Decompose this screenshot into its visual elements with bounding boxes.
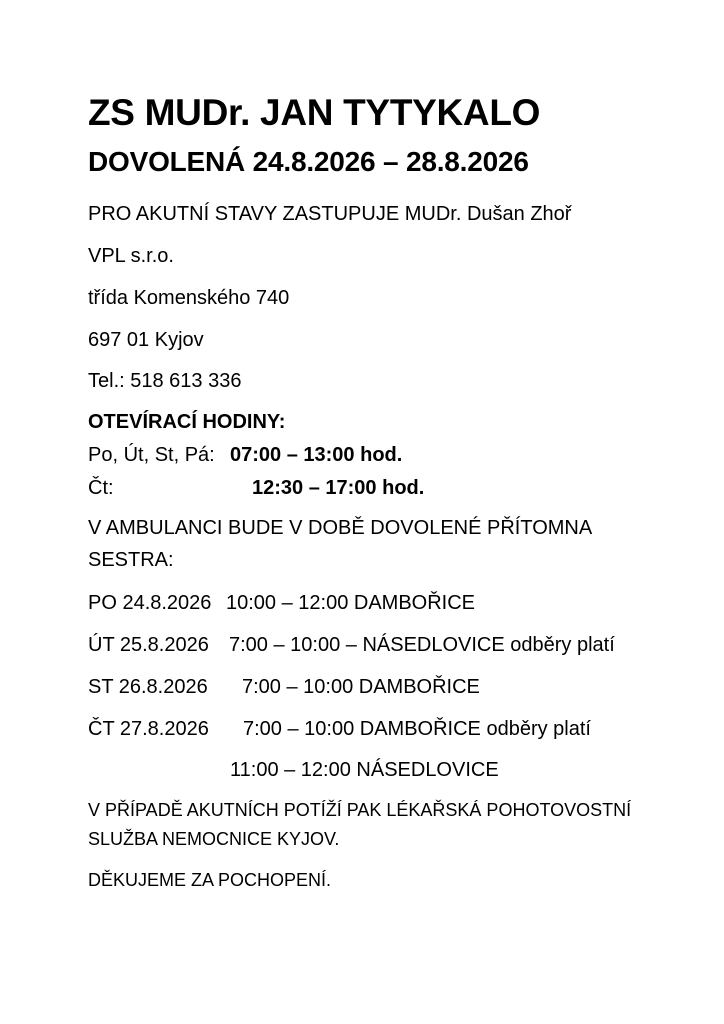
- schedule-date: ČT 27.8.2026: [88, 718, 209, 740]
- nurse-line-2: SESTRA:: [88, 549, 174, 571]
- vacation-dates: DOVOLENÁ 24.8.2026 – 28.8.2026: [88, 146, 529, 177]
- nurse-line-1: V AMBULANCI BUDE V DOBĚ DOVOLENÉ PŘÍTOMNA: [88, 517, 593, 539]
- schedule-row: [88, 718, 591, 741]
- hours-row-weekdays: [88, 444, 402, 467]
- substitute-line: PRO AKUTNÍ STAVY ZASTUPUJE MUDr. Dušan Zhoř: [88, 203, 572, 225]
- schedule-detail: 10:00 – 12:00 DAMBOŘICE: [226, 592, 476, 614]
- thanks-line: DĚKUJEME ZA POCHOPENÍ.: [88, 870, 332, 890]
- hours-title: OTEVÍRACÍ HODINY:: [88, 411, 286, 433]
- schedule-date: ST 26.8.2026: [88, 676, 208, 698]
- emergency-line-1: V PŘÍPADĚ AKUTNÍCH POTÍŽÍ PAK LÉKAŘSKÁ POHOTOVOSTNÍ: [88, 800, 632, 820]
- schedule-row: [88, 759, 499, 782]
- schedule-detail: 7:00 – 10:00 – NÁSEDLOVICE odběry platí: [229, 634, 615, 656]
- schedule-detail: 7:00 – 10:00 DAMBOŘICE odběry platí: [243, 718, 591, 740]
- hours-time: 07:00 – 13:00 hod.: [230, 444, 403, 466]
- schedule-date: ÚT 25.8.2026: [88, 634, 209, 656]
- schedule-detail: 11:00 – 12:00 NÁSEDLOVICE: [230, 759, 499, 781]
- substitute-city: 697 01 Kyjov: [88, 329, 204, 351]
- schedule-row: [88, 676, 480, 699]
- schedule-row: [88, 634, 615, 657]
- hours-days: Po, Út, St, Pá:: [88, 444, 215, 466]
- hours-time: 12:30 – 17:00 hod.: [252, 477, 425, 499]
- substitute-company: VPL s.r.o.: [88, 245, 174, 267]
- substitute-phone: Tel.: 518 613 336: [88, 370, 242, 392]
- emergency-line-2: SLUŽBA NEMOCNICE KYJOV.: [88, 829, 340, 849]
- hours-days: Čt:: [88, 477, 114, 499]
- schedule-row: [88, 592, 475, 615]
- substitute-street: třída Komenského 740: [88, 287, 290, 309]
- schedule-date: PO 24.8.2026: [88, 592, 212, 614]
- schedule-detail: 7:00 – 10:00 DAMBOŘICE: [242, 676, 480, 698]
- hours-row-thursday: [88, 477, 424, 500]
- doctor-title: ZS MUDr. JAN TYTYKALO: [88, 92, 541, 133]
